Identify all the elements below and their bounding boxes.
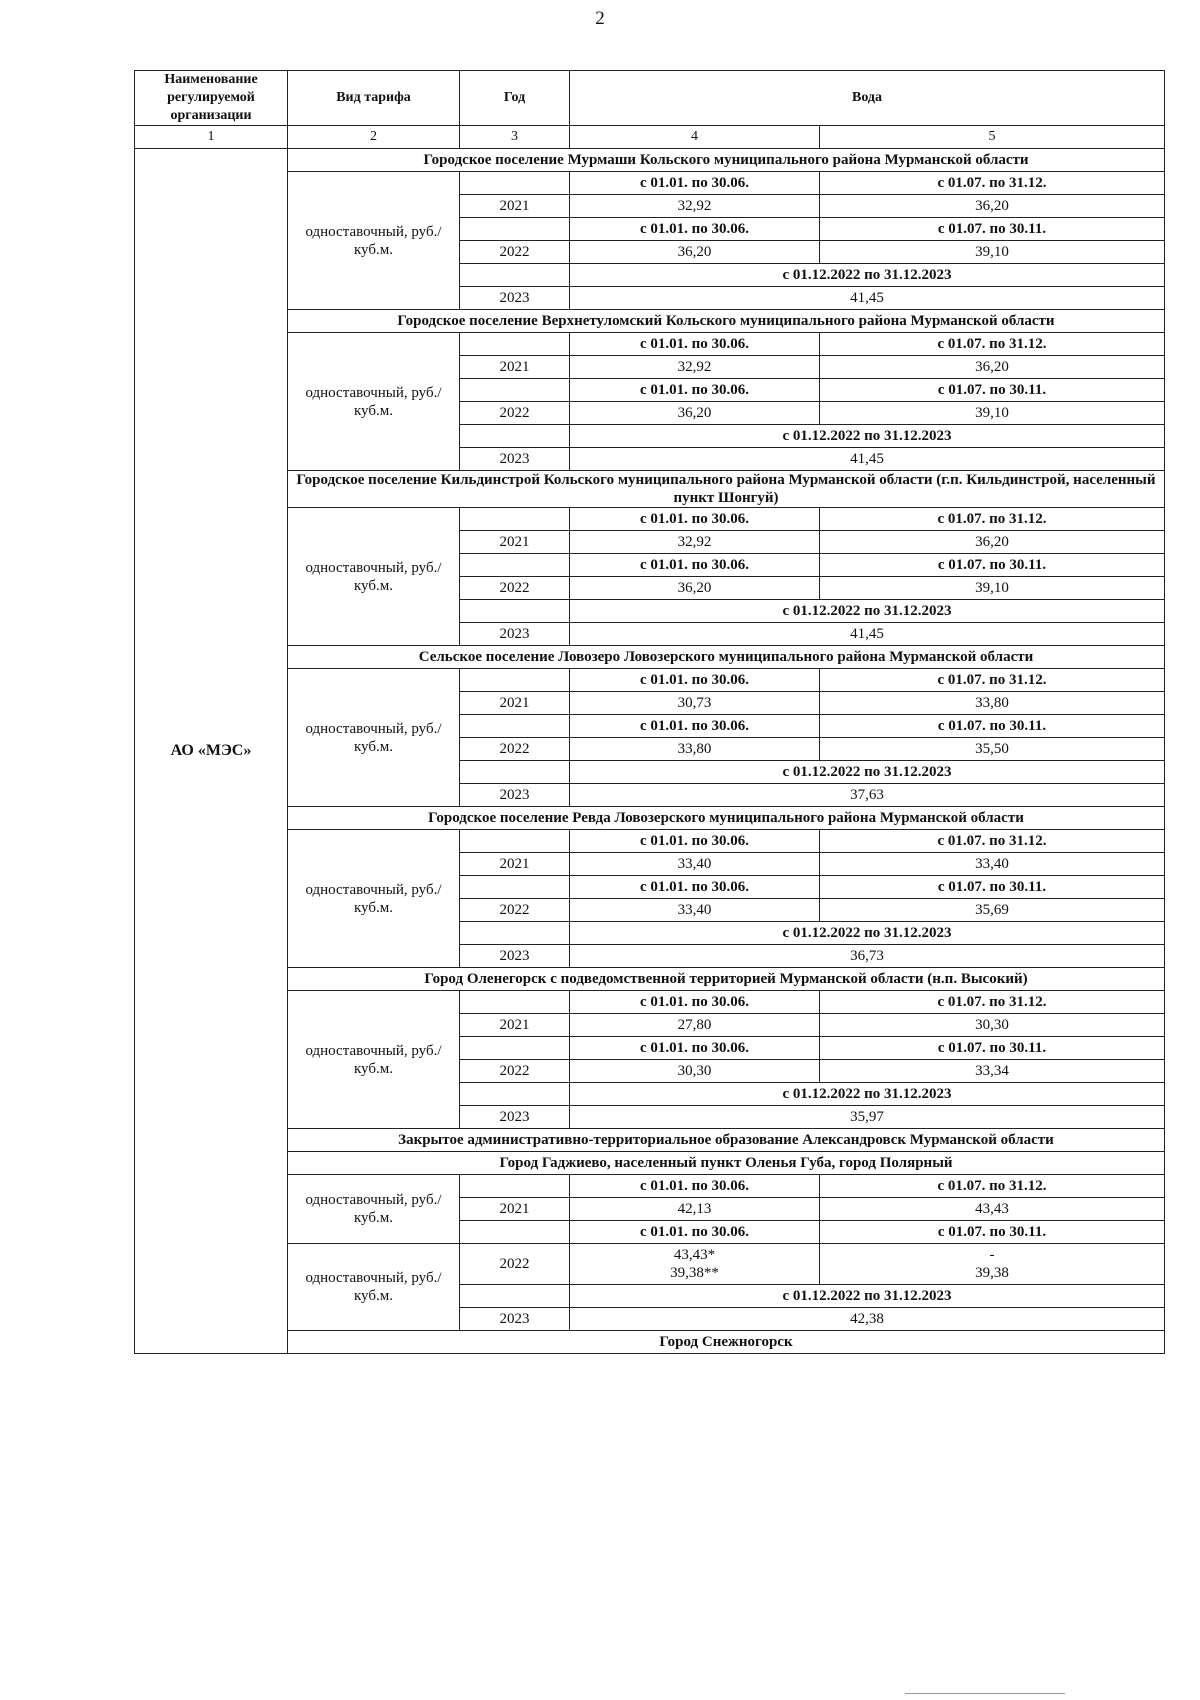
year-cell: 2021 <box>460 1198 570 1221</box>
period-header: с 01.07. по 31.12. <box>820 172 1165 195</box>
period-header: с 01.01. по 30.06. <box>570 554 820 577</box>
year-cell: 2022 <box>460 241 570 264</box>
tariff-value: 39,10 <box>820 402 1165 425</box>
period-header: с 01.07. по 30.11. <box>820 1221 1165 1244</box>
tariff-value: 36,20 <box>820 531 1165 554</box>
section-row <box>135 1331 1165 1354</box>
header-organization: Наименование регулируемой организации <box>135 71 288 126</box>
tariff-type: одноставочный, руб./куб.м. <box>288 333 460 471</box>
tariff-value: 41,45 <box>570 287 1165 310</box>
year-cell: 2023 <box>460 1308 570 1331</box>
period-header: с 01.01. по 30.06. <box>570 876 820 899</box>
column-number: 4 <box>570 126 820 149</box>
tariff-value: 36,20 <box>570 402 820 425</box>
year-cell <box>460 1083 570 1106</box>
tariff-value: 35,50 <box>820 738 1165 761</box>
section-row <box>135 646 1165 669</box>
year-cell <box>460 1037 570 1060</box>
period-header: с 01.01. по 30.06. <box>570 830 820 853</box>
tariff-value: 36,20 <box>570 577 820 600</box>
section-row <box>135 471 1165 508</box>
tariff-value: 39,10 <box>820 577 1165 600</box>
year-cell: 2022 <box>460 1060 570 1083</box>
header-water: Вода <box>570 71 1165 126</box>
column-number: 2 <box>288 126 460 149</box>
table-row <box>135 830 1165 853</box>
year-cell: 2023 <box>460 945 570 968</box>
tariff-value: 39,10 <box>820 241 1165 264</box>
tariff-value: 32,92 <box>570 356 820 379</box>
year-cell <box>460 218 570 241</box>
tariff-value: 41,45 <box>570 448 1165 471</box>
year-cell <box>460 830 570 853</box>
period-header: с 01.01. по 30.06. <box>570 1175 820 1198</box>
period-header: с 01.12.2022 по 31.12.2023 <box>570 600 1165 623</box>
period-header: с 01.01. по 30.06. <box>570 991 820 1014</box>
tariff-value: 33,80 <box>820 692 1165 715</box>
table-row <box>135 333 1165 356</box>
tariff-value: 35,97 <box>570 1106 1165 1129</box>
tariff-type: одноставочный, руб./куб.м. <box>288 1175 460 1244</box>
tariff-value: 32,92 <box>570 531 820 554</box>
tariff-type: одноставочный, руб./куб.м. <box>288 1244 460 1331</box>
table-row <box>135 1244 1165 1285</box>
year-cell <box>460 1221 570 1244</box>
tariff-value-b: 39,38 <box>975 1265 1009 1281</box>
year-cell <box>460 333 570 356</box>
tariff-value <box>570 1244 820 1285</box>
tariff-value: 33,34 <box>820 1060 1165 1083</box>
table-row <box>135 172 1165 195</box>
year-cell: 2022 <box>460 402 570 425</box>
year-cell <box>460 922 570 945</box>
period-header: с 01.12.2022 по 31.12.2023 <box>570 761 1165 784</box>
period-header: с 01.07. по 30.11. <box>820 1037 1165 1060</box>
section-row <box>135 1129 1165 1152</box>
period-header: с 01.12.2022 по 31.12.2023 <box>570 1285 1165 1308</box>
tariff-value: 30,30 <box>570 1060 820 1083</box>
period-header: с 01.07. по 31.12. <box>820 333 1165 356</box>
column-number: 5 <box>820 126 1165 149</box>
period-header: с 01.07. по 30.11. <box>820 715 1165 738</box>
year-cell: 2021 <box>460 195 570 218</box>
table-row <box>135 1175 1165 1198</box>
section-title: Городское поселение Ревда Ловозерского муниципального района Мурманской области <box>288 807 1165 830</box>
year-cell: 2022 <box>460 899 570 922</box>
table-row <box>135 669 1165 692</box>
year-cell <box>460 876 570 899</box>
period-header: с 01.07. по 30.11. <box>820 218 1165 241</box>
year-cell: 2021 <box>460 531 570 554</box>
tariff-value: 32,92 <box>570 195 820 218</box>
period-header: с 01.07. по 30.11. <box>820 554 1165 577</box>
table-row <box>135 991 1165 1014</box>
tariff-value: 43,43 <box>820 1198 1165 1221</box>
section-row <box>135 807 1165 830</box>
period-header: с 01.12.2022 по 31.12.2023 <box>570 425 1165 448</box>
period-header: с 01.07. по 30.11. <box>820 379 1165 402</box>
year-cell <box>460 554 570 577</box>
tariff-type: одноставочный, руб./куб.м. <box>288 991 460 1129</box>
period-header: с 01.01. по 30.06. <box>570 715 820 738</box>
tariff-type: одноставочный, руб./куб.м. <box>288 669 460 807</box>
year-cell <box>460 715 570 738</box>
year-cell <box>460 264 570 287</box>
tariff-value: 42,13 <box>570 1198 820 1221</box>
year-cell: 2023 <box>460 1106 570 1129</box>
tariff-value: 30,73 <box>570 692 820 715</box>
period-header: с 01.01. по 30.06. <box>570 172 820 195</box>
tariff-value: 33,40 <box>570 853 820 876</box>
period-header: с 01.07. по 30.11. <box>820 876 1165 899</box>
period-header: с 01.01. по 30.06. <box>570 1221 820 1244</box>
year-cell: 2022 <box>460 738 570 761</box>
section-row <box>135 310 1165 333</box>
tariff-value: 36,20 <box>820 356 1165 379</box>
period-header: с 01.07. по 31.12. <box>820 1175 1165 1198</box>
tariff-value: 37,63 <box>570 784 1165 807</box>
year-cell: 2023 <box>460 287 570 310</box>
tariff-type: одноставочный, руб./куб.м. <box>288 830 460 968</box>
tariff-value: 36,73 <box>570 945 1165 968</box>
section-row <box>135 149 1165 172</box>
period-header: с 01.01. по 30.06. <box>570 669 820 692</box>
header-year: Год <box>460 71 570 126</box>
period-header: с 01.07. по 31.12. <box>820 508 1165 531</box>
section-title: Закрытое административно-территориальное образование Александровск Мурманской области <box>288 1129 1165 1152</box>
period-header: с 01.07. по 31.12. <box>820 991 1165 1014</box>
section-title: Сельское поселение Ловозеро Ловозерского муниципального района Мурманской области <box>288 646 1165 669</box>
section-title: Городское поселение Мурмаши Кольского муниципального района Мурманской области <box>288 149 1165 172</box>
subsection-row <box>135 1152 1165 1175</box>
year-cell: 2021 <box>460 1014 570 1037</box>
period-header: с 01.01. по 30.06. <box>570 333 820 356</box>
year-cell <box>460 379 570 402</box>
year-cell: 2021 <box>460 853 570 876</box>
year-cell <box>460 600 570 623</box>
organization-name: АО «МЭС» <box>135 149 288 1354</box>
tariff-value: 36,20 <box>820 195 1165 218</box>
year-cell: 2023 <box>460 784 570 807</box>
header-row <box>135 71 1165 126</box>
table-row <box>135 508 1165 531</box>
tariff-value-a: - <box>989 1247 995 1263</box>
year-cell: 2023 <box>460 623 570 646</box>
period-header: с 01.01. по 30.06. <box>570 508 820 531</box>
year-cell <box>460 761 570 784</box>
subsection-title: Город Гаджиево, населенный пункт Оленья Губа, город Полярный <box>288 1152 1165 1175</box>
tariff-value: 42,38 <box>570 1308 1165 1331</box>
water-tariff-table <box>134 70 1165 1354</box>
year-cell: 2021 <box>460 356 570 379</box>
year-cell: 2022 <box>460 577 570 600</box>
tariff-value <box>820 1244 1165 1285</box>
tariff-value: 41,45 <box>570 623 1165 646</box>
tariff-value: 35,69 <box>820 899 1165 922</box>
period-header: с 01.12.2022 по 31.12.2023 <box>570 922 1165 945</box>
tariff-value: 30,30 <box>820 1014 1165 1037</box>
period-header: с 01.12.2022 по 31.12.2023 <box>570 264 1165 287</box>
tariff-value: 33,40 <box>570 899 820 922</box>
year-cell <box>460 425 570 448</box>
tariff-value: 27,80 <box>570 1014 820 1037</box>
year-cell: 2022 <box>460 1244 570 1285</box>
header-tariff-type: Вид тарифа <box>288 71 460 126</box>
period-header: с 01.12.2022 по 31.12.2023 <box>570 1083 1165 1106</box>
tariff-value-a: 43,43* <box>673 1247 716 1263</box>
year-cell <box>460 1285 570 1308</box>
tariff-value: 33,40 <box>820 853 1165 876</box>
tariff-value: 36,20 <box>570 241 820 264</box>
footer-divider <box>905 1693 1065 1694</box>
period-header: с 01.01. по 30.06. <box>570 218 820 241</box>
section-title: Город Снежногорск <box>288 1331 1165 1354</box>
year-cell <box>460 991 570 1014</box>
year-cell <box>460 172 570 195</box>
period-header: с 01.07. по 31.12. <box>820 830 1165 853</box>
tariff-value-b: 39,38** <box>670 1265 719 1281</box>
tariff-type: одноставочный, руб./куб.м. <box>288 172 460 310</box>
tariff-type: одноставочный, руб./куб.м. <box>288 508 460 646</box>
section-title: Город Оленегорск с подведомственной территорией Мурманской области (н.п. Высокий) <box>288 968 1165 991</box>
page-number: 2 <box>595 8 605 29</box>
section-row <box>135 968 1165 991</box>
year-cell <box>460 1175 570 1198</box>
header-number-row <box>135 126 1165 149</box>
period-header: с 01.07. по 31.12. <box>820 669 1165 692</box>
year-cell <box>460 508 570 531</box>
column-number: 1 <box>135 126 288 149</box>
tariff-value: 33,80 <box>570 738 820 761</box>
period-header: с 01.01. по 30.06. <box>570 1037 820 1060</box>
section-title: Городское поселение Кильдинстрой Кольского муниципального района Мурманской области (г.п. Кильдинстрой, населенный пункт Шонгуй) <box>288 471 1165 508</box>
section-title: Городское поселение Верхнетуломский Кольского муниципального района Мурманской области <box>288 310 1165 333</box>
year-cell: 2021 <box>460 692 570 715</box>
period-header: с 01.01. по 30.06. <box>570 379 820 402</box>
year-cell <box>460 669 570 692</box>
column-number: 3 <box>460 126 570 149</box>
year-cell: 2023 <box>460 448 570 471</box>
